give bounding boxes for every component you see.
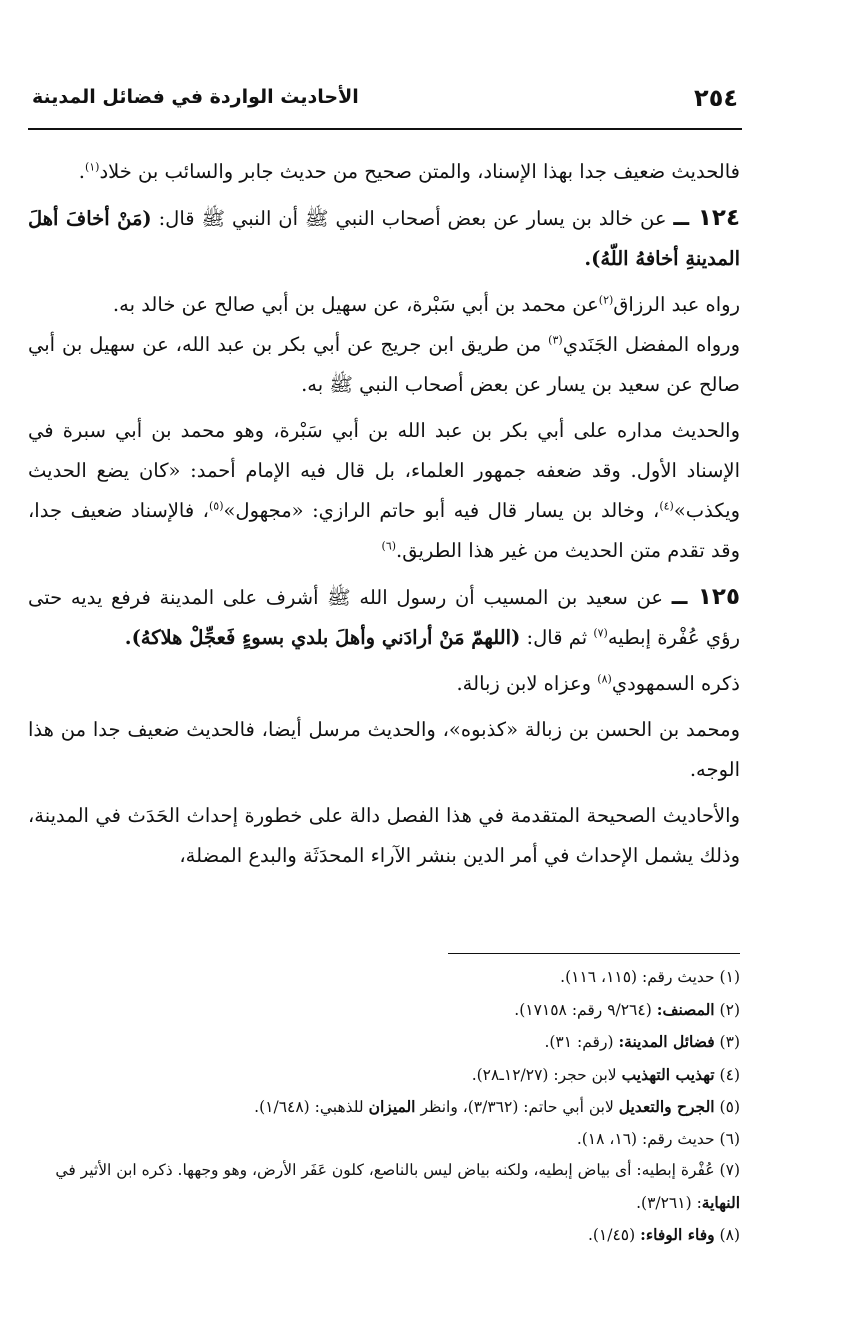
running-title: الأحاديث الواردة في فضائل المدينة [32, 86, 359, 108]
footnote-6: (٦) حديث رقم: (١٦، ١٨). [576, 1129, 740, 1148]
hadith-number-125: ١٢٥ ــ [671, 584, 741, 610]
footnote-ref-6: (٦) [381, 539, 397, 553]
footnote-4: (٤) تهذيب التهذيب لابن حجر: (١٢/٢٧ـ٢٨). [471, 1064, 740, 1084]
footnote-ref-2: (٢) [598, 293, 614, 307]
page-header [28, 84, 742, 120]
hadith-number-124: ١٢٤ ــ [673, 205, 741, 231]
footnote-8: (٨) وفاء الوفاء: (١/٤٥). [587, 1225, 740, 1244]
footnote-1: (١) حديث رقم: (١١٥، ١١٦). [560, 968, 740, 986]
footnote-5: (٥) الجرح والتعديل لابن أبي حاتم: (٣/٣٦٢)، وانظر الميزان للذهبي: (١/٦٤٨). [254, 1097, 740, 1116]
hadith-124-quote: (مَنْ أخافَ أهلَ المدينةِ أخافهُ اللّهُ). [28, 207, 740, 270]
paragraph-2: رواه عبد الرزاق$^{(٢)}$عن محمد بن أبي سَبْرة، عن سهيل بن أبي صالح عن خالد به. ورواه المفضل الجَنَدي$^{(٣)}$ من طريق ابن جريج عن أبي بكر بن عبد الله، عن سهيل بن أبي صالح عن سعيد بن يسار عن بعض أصحاب النبي ﷺ به. [28, 293, 740, 396]
footnote-ref-8: (٨) [597, 672, 612, 686]
paragraph-1: فالحديث ضعيف جدا بهذا الإسناد، والمتن صحيح من حديث جابر والسائب بن خلاد$^{(١)}$. [78, 160, 740, 183]
footnote-ref-1: (١) [84, 160, 100, 174]
footnotes [28, 962, 740, 1252]
footnote-ref-3: (٣) [548, 333, 563, 347]
hadith-125-quote: (اللهمّ مَنْ أرادَني وأهلَ بلدي بسوءٍ فَعجِّلْ هلاكهُ). [124, 626, 521, 649]
footnote-divider [448, 953, 740, 954]
paragraph-6: والأحاديث الصحيحة المتقدمة في هذا الفصل دالة على خطورة إحداث الحَدَث في المدينة، وذلك يشمل الإحداث في أمر الدين بنشر الآراء المحدَثَة والبدع المضلة، [28, 804, 740, 867]
footnote-ref-5: (٥) [208, 499, 224, 513]
footnote-2: (٢) المصنف: (٩/٢٦٤ رقم: ١٧١٥٨). [514, 999, 740, 1019]
footnote-ref-7: (٧) [593, 626, 608, 640]
footnote-ref-4: (٤) [659, 499, 674, 513]
footnote-7: (٧) عُفْرة إبطيه: أى بياض إبطيه، ولكنه بياض ليس بالناصع، كلون عَفَر الأرض، وهو وجهها. ذكره ابن الأثير في النهاية: (٣/٢٦١). [55, 1161, 740, 1212]
footnote-3: (٣) فضائل المدينة: (رقم: ٣١). [544, 1032, 740, 1051]
paragraph-5: ومحمد بن الحسن بن زبالة «كذبوه»، والحديث مرسل أيضا، فالحديث ضعيف جدا من هذا الوجه. [28, 718, 740, 781]
hadith-124: ١٢٤ ــ عن خالد بن يسار عن بعض أصحاب النبي ﷺ أن النبي ﷺ قال: (مَنْ أخافَ أهلَ المدينةِ أخافهُ اللّهُ). [28, 205, 741, 270]
paragraph-4: ذكره السمهودي$^{(٨)}$ وعزاه لابن زبالة. [456, 672, 740, 695]
main-text [28, 152, 740, 882]
header-divider [28, 128, 742, 130]
paragraph-3: والحديث مداره على أبي بكر بن عبد الله بن أبي سَبْرة، وهو محمد بن أبي سبرة في الإسناد الأول. وقد ضعفه جمهور العلماء، بل قال فيه الإمام أحمد: «كان يضع الحديث ويكذب»$^{(٤)}$، وخالد بن يسار قال فيه أبو حاتم الرازي: «مجهول»$^{(٥)}$، فالإسناد ضعيف جدا، وقد تقدم متن الحديث من غير هذا الطريق.$^{(٦)}$ [28, 419, 740, 562]
page-number: ٢٥٤ [694, 84, 738, 112]
hadith-125: ١٢٥ ــ عن سعيد بن المسيب أن رسول الله ﷺ أشرف على المدينة فرفع يديه حتى رؤي عُفْرة إبطيه$^{(٧)}$ ثم قال: (اللهمّ مَنْ أرادَني وأهلَ بلدي بسوءٍ فَعجِّلْ هلاكهُ). [28, 584, 741, 649]
